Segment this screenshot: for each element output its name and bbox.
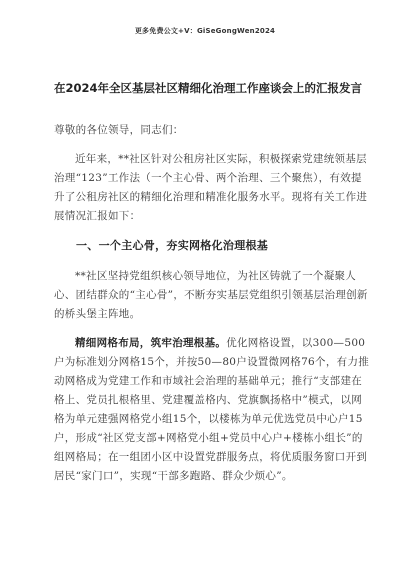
grid-paragraph bbox=[54, 334, 372, 486]
section-paragraph: **社区坚持党组织核心领导地位，为社区铸就了一个凝聚人心、团结群众的“主心骨”，不断夯实基层党组织引领基层治理创新的桥头堡主阵地。 bbox=[54, 270, 368, 320]
grid-text: 优化网格设置，以300—500户为标准划分网格15个，并按50—80户设置微网格76个，有力推动网格成为党建工作和市域社会治理的基础单元；推行“支部建在格上、党员扎根格里、党建覆盖格内、党旗飘扬格中”模式，以网格为单元建强网格党小组15个，以楼栋为单元优选党员中心户15户，形成“社区党支部+网格党小组+党员中心户+楼栋小组长”的组网格局；在一组团小区中设置党群服务点，将优质服务窗口开到居民“家门口”，实现“干部多跑路、群众少烦心”。 bbox=[54, 337, 370, 482]
grid-lead: 精细网格布局，筑牢治理根基。 bbox=[75, 337, 227, 349]
intro-paragraph: 近年来，**社区针对公租房社区实际，积极探索党建统领基层治理“123”工作法（一个主心骨、两个治理、三个聚焦），有效提升了公租房社区的精细化治理和精准化服务水平。现将有关工作进展情况汇报如下： bbox=[54, 153, 368, 222]
greeting: 尊敬的各位领导，同志们： bbox=[54, 124, 184, 136]
document-title: 在2024年全区基层社区精细化治理工作座谈会上的汇报发言 bbox=[53, 81, 362, 95]
page-header: 更多免费公文+V：GiSeGongWen2024 bbox=[134, 27, 276, 35]
section-heading: 一、一个主心骨，夯实网格化治理根基 bbox=[76, 239, 269, 252]
document-body bbox=[54, 121, 372, 486]
